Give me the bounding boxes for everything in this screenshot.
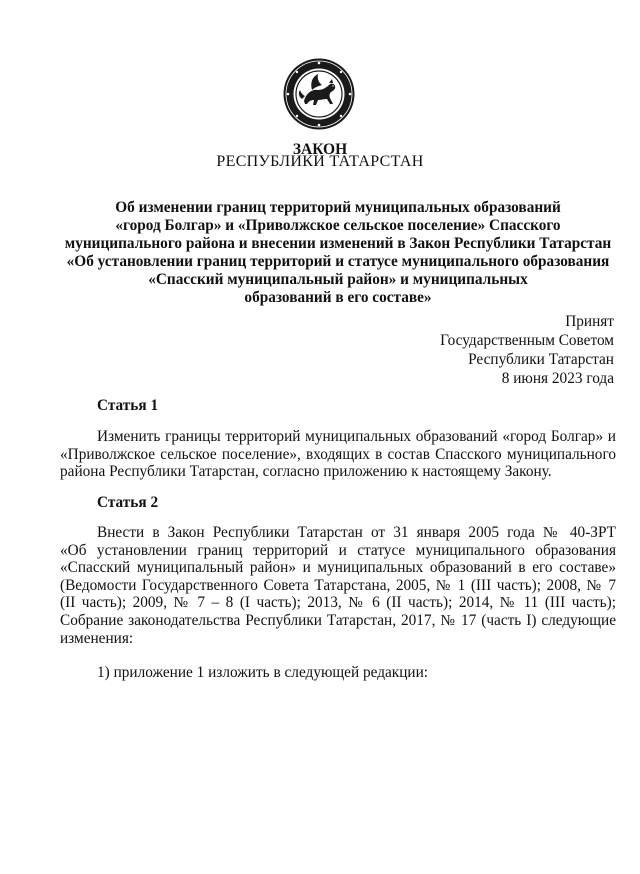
article-2-line: «Спасский муниципальный район» и муниципальных образований в его составе» [60,559,616,577]
article-2-body [60,524,616,647]
article-2-line: «Об установлении границ территорий и статусе муниципального образования [60,541,616,559]
article-1-line: Изменить границы территорий муниципальных образований «город Болгар» и [97,428,616,445]
article-1-line: «Приволжское сельское поселение», входящих в состав Спасского муниципального [60,445,616,463]
adoption-block [440,312,614,388]
adoption-line: Государственным Советом [440,332,614,349]
article-2-item-1: 1) приложение 1 изложить в следующей редакции: [97,664,429,681]
article-2-line: Собрание законодательства Республики Татарстан, 2017, № 17 (часть I) следующие [60,611,616,629]
article-1-line: района Республики Татарстан, согласно приложению к настоящему Закону. [60,463,552,481]
law-heading: ЗАКОН [292,141,348,158]
subject-line: «Об установлении границ территорий и статусе муниципального образования [66,253,610,270]
law-republic-heading: РЕСПУБЛИКИ ТАТАРСТАН [216,153,424,170]
article-1-heading: Статья 1 [97,397,159,414]
adoption-line: Республики Татарстан [468,351,614,368]
adoption-line: Принят [565,313,614,330]
article-2-line: (Ведомости Государственного Совета Татарстана, 2005, № 1 (III часть); 2008, № 7 [60,576,616,594]
law-subject [60,199,616,307]
adoption-date: 8 июня 2023 года [501,370,614,387]
subject-line: образований в его составе» [244,289,432,306]
subject-line: Об изменении границ территорий муниципальных образований [115,199,561,216]
subject-line: «Спасский муниципальный район» и муниципальных [148,271,528,288]
article-2-line: Внести в Закон Республики Татарстан от 31 января 2005 года № 40-ЗРТ [97,524,616,541]
article-2-line: изменения: [60,629,134,647]
tatarstan-emblem-icon [282,57,356,131]
article-2-heading: Статья 2 [97,494,159,511]
article-2-line: (II часть); 2009, № 7 – 8 (I часть); 2013, № 6 (II часть); 2014, № 11 (III часть); [60,594,616,612]
article-1-body [60,428,616,481]
subject-line: муниципального района и внесении изменений в Закон Республики Татарстан [64,235,612,252]
subject-line: «город Болгар» и «Приволжское сельское поселение» Спасского [115,217,561,234]
